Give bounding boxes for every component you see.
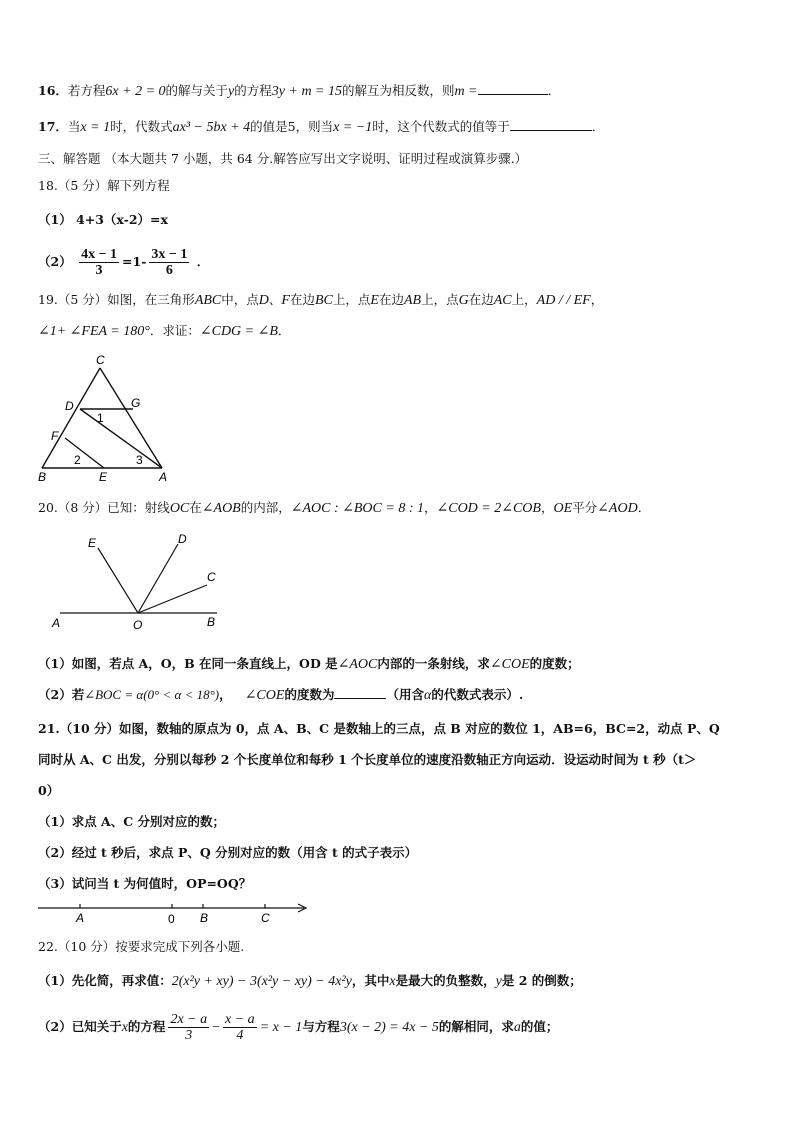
question-20-part1: （1）如图，若点 A，O，B 在同一条直线上，OD 是∠AOC内部的一条射线，求∠COE的度数； [38,656,580,672]
question-20-part2: （2）若∠BOC = α(0° < α < 18°)， ∠COE的度数为 （用含α的代数式表示）. [38,687,524,703]
label-D: D [65,399,74,413]
section-heading: 三、解答题 （本大题共 7 小题，共 64 分.解答应写出文字说明、证明过程或演算步骤.） [38,151,528,166]
answer-blank [334,686,386,699]
question-21-part2: （2）经过 t 秒后，求点 P、Q 分别对应的数（用含 t 的式子表示） [38,845,418,860]
angle-2-label: 2 [74,453,81,467]
axis-label-A: A [76,911,85,925]
question-21-line3: 0） [38,783,60,798]
angle-figure [45,530,225,632]
question-18-part2: （2） $\frac{4x - 1}{3}$ =1- $\frac{3x - 1}{6}$ ． [38,247,210,278]
question-16: 16．若方程6x + 2 = 0的解与关于y的方程3y + m = 15的解互为相反数，则m = ． [38,83,561,99]
question-22-heading: 22.（10 分）按要求完成下列各小题. [38,939,245,954]
label-B: B [207,615,216,629]
answer-blank [510,118,592,131]
label-C: C [96,353,105,367]
fraction: $\frac{x - a}{4}$ [225,1012,255,1043]
question-21-part3: （3）试问当 t 为何值时，OP=OQ？ [38,876,252,891]
question-19-line2: ∠1+ ∠FEA = 180°．求证：∠CDG = ∠B． [38,323,291,339]
axis-label-C: C [261,911,270,925]
label-C: C [207,570,216,584]
fraction: $\frac{3x - 1}{6}$ [151,247,188,278]
question-18-heading: 18.（5 分）解下列方程 [38,178,170,193]
label-D: D [178,532,187,546]
label-A: A [159,470,168,484]
question-21-line1: 21.（10 分）如图，数轴的原点为 0，点 A、B、C 是数轴上的三点，点 B 对应的数位 1，AB=6，BC=2，动点 P、Q [38,721,720,736]
question-18-part1: （1） 4+3（x-2）=x [38,212,168,227]
number-line [34,898,314,928]
angle-1-label: 1 [97,411,104,425]
axis-label-B: B [200,911,209,925]
question-21-part1: （1）求点 A、C 分别对应的数； [38,814,226,829]
axis-label-origin: 0 [168,912,175,926]
question-21-line2: 同时从 A、C 出发，分别以每秒 2 个长度单位和每秒 1 个长度单位的速度沿数轴正方向运动．设运动时间为 t 秒（t＞ [38,752,697,767]
label-B: B [38,470,47,484]
label-G: G [131,396,141,410]
question-17: 17．当x = 1时，代数式ax³ − 5bx + 4的值是5，则当x = −1时，这个代数式的值等于 ． [38,119,605,135]
question-19-line1: 19.（5 分）如图，在三角形ABC中，点D、F在边BC上，点E在边AB上，点G在边AC上，AD / / EF， [38,292,604,308]
question-22-part1: （1）先化简，再求值：2(x²y + xy) − 3(x²y − xy) − 4x²y，其中x是最大的负整数，y是 2 的倒数； [38,973,582,989]
angle-3-label: 3 [136,453,143,467]
label-O: O [133,618,143,632]
fraction: $\frac{4x - 1}{3}$ [81,247,118,278]
question-22-part2: （2）已知关于x的方程 $\frac{2x - a}{3}$ − $\frac{x - a}{4}$ = x − 1与方程3(x − 2) = 4x − 5的解相同，求a的值； [38,1012,559,1043]
question-20-heading: 20.（8 分）已知：射线OC在∠AOB的内部，∠AOC : ∠BOC = 8 : 1，∠COD = 2∠COB，OE平分∠AOD． [38,500,651,516]
label-E: E [88,536,97,550]
label-A: A [52,616,61,630]
label-E: E [99,470,108,484]
label-F: F [51,429,59,443]
fraction: $\frac{2x - a}{3}$ [170,1012,208,1043]
triangle-figure [30,352,180,484]
answer-blank [478,82,548,95]
